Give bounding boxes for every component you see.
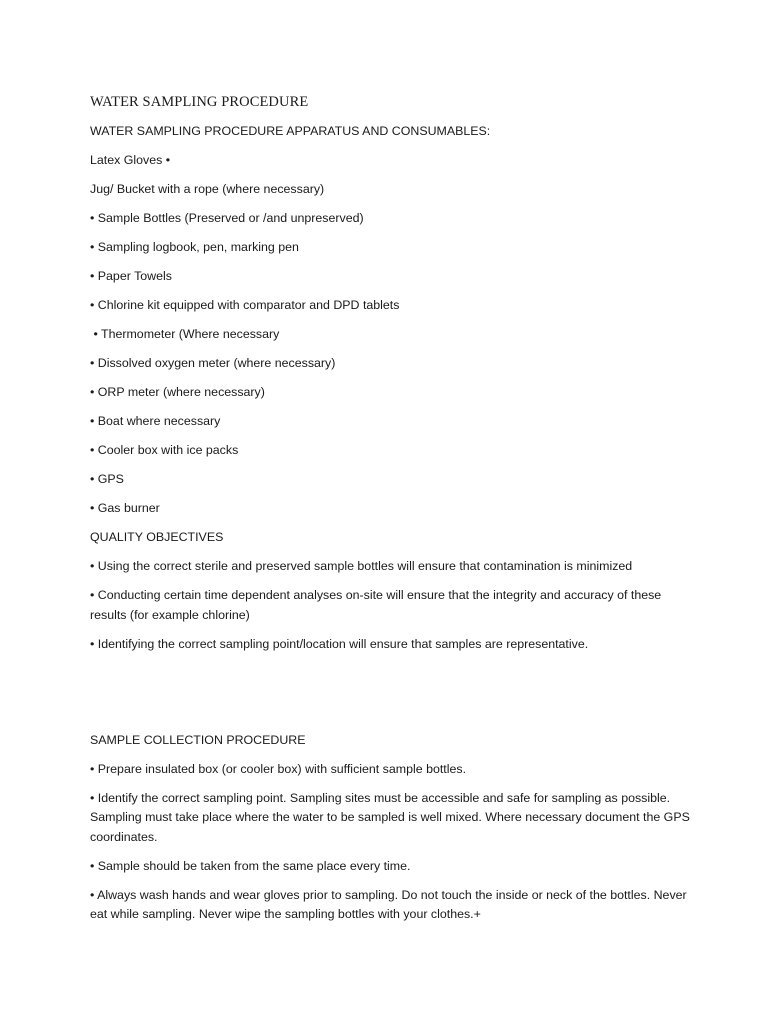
- section-heading: QUALITY OBJECTIVES: [90, 530, 224, 544]
- list-item: • Sample should be taken from the same place every time.: [90, 858, 411, 873]
- section-heading: SAMPLE COLLECTION PROCEDURE: [90, 732, 306, 747]
- section-spacer: [90, 664, 690, 731]
- document-page: [90, 92, 690, 934]
- section-apparatus: [90, 122, 690, 654]
- list-item: • Sampling logbook, pen, marking pen: [90, 240, 299, 254]
- list-item: • Conducting certain time dependent analyses on-site will ensure that the integrity and accuracy of these results (for example chlorine): [90, 588, 662, 622]
- list-item: • Identifying the correct sampling point/location will ensure that samples are representative.: [90, 636, 589, 651]
- section-heading: WATER SAMPLING PROCEDURE APPARATUS AND CONSUMABLES:: [90, 124, 491, 138]
- list-item: Latex Gloves •: [90, 153, 171, 167]
- list-item: • Chlorine kit equipped with comparator and DPD tablets: [90, 298, 400, 312]
- list-item: • Identify the correct sampling point. Sampling sites must be accessible and safe for sampling as possible. Sampling must take place where the water to be sampled is well mixed. Where necessary document the GPS coordinates.: [90, 790, 690, 844]
- list-item: • Boat where necessary: [90, 414, 221, 428]
- list-item: • Cooler box with ice packs: [90, 443, 239, 457]
- list-item: Jug/ Bucket with a rope (where necessary): [90, 182, 325, 196]
- list-item: • Always wash hands and wear gloves prior to sampling. Do not touch the inside or neck of the bottles. Never eat while sampling. Never wipe the sampling bottles with your clothes.+: [90, 887, 687, 921]
- section-collection: [90, 731, 690, 925]
- list-item: • Gas burner: [90, 501, 160, 515]
- list-item: • Sample Bottles (Preserved or /and unpreserved): [90, 211, 364, 225]
- list-item: • Prepare insulated box (or cooler box) with sufficient sample bottles.: [90, 761, 467, 776]
- list-item: • ORP meter (where necessary): [90, 385, 265, 399]
- list-item: • Dissolved oxygen meter (where necessary): [90, 356, 336, 370]
- list-item: • Paper Towels: [90, 269, 172, 283]
- list-item: • GPS: [90, 472, 124, 486]
- document-title: WATER SAMPLING PROCEDURE: [90, 94, 309, 110]
- list-item: • Using the correct sterile and preserved sample bottles will ensure that contamination is minimized: [90, 559, 633, 573]
- list-item: • Thermometer (Where necessary: [90, 327, 280, 341]
